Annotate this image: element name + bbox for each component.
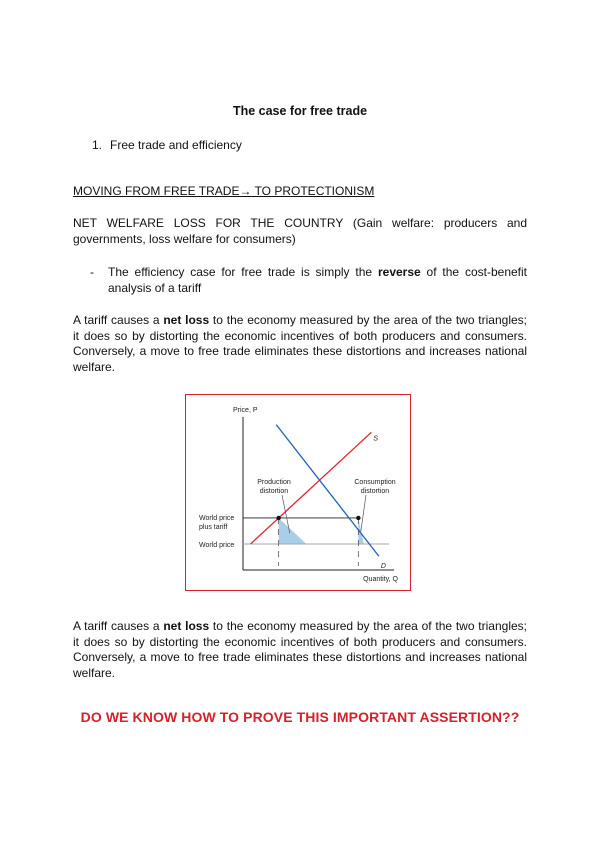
- section-heading: MOVING FROM FREE TRADE→ TO PROTECTIONISM: [73, 184, 375, 198]
- y-axis-label: Price, P: [233, 407, 258, 414]
- pointer-consumption: [361, 495, 366, 532]
- label-curve-s: S: [373, 435, 379, 443]
- tariff-text-after-2: to the economy measured by the area of the two triangles; it does so by distorting the economic incentives of both producers and consumers. Conversely, a move to free trade eliminates these distortions and increases national welfare.: [73, 619, 528, 680]
- tariff-figure: [185, 394, 411, 591]
- tariff-text-after: to the economy measured by the area of the two triangles; it does so by distorting the economic incentives of both producers and consumers. Conversely, a move to free trade eliminates these distortions and increases national welfare.: [73, 313, 528, 374]
- bullet-text-before: The efficiency case for free trade is simply the: [108, 265, 378, 279]
- bullet-text: [108, 265, 527, 296]
- net-welfare-paragraph: NET WELFARE LOSS FOR THE COUNTRY (Gain welfare: producers and governments, loss welfare for consumers): [73, 216, 527, 246]
- bullet-dash: -: [90, 265, 94, 279]
- intersection-dot-2: [356, 516, 360, 520]
- label-world-price: World price: [199, 541, 235, 549]
- bullet-item: [90, 265, 527, 296]
- list-item-text: Free trade and efficiency: [110, 138, 242, 152]
- tariff-paragraph: [73, 313, 527, 375]
- list-number: 1.: [92, 138, 103, 152]
- question-heading: DO WE KNOW HOW TO PROVE THIS IMPORTANT ASSERTION??: [80, 709, 520, 725]
- label-production-distortion: Production distortion: [257, 479, 291, 495]
- x-axis-label: Quantity, Q: [363, 576, 398, 583]
- intersection-dot-1: [276, 516, 280, 520]
- distortion-triangle-1: [279, 518, 307, 544]
- label-world-price-plus-tariff: World price plus tariff: [199, 514, 235, 531]
- bullet-bold: reverse: [377, 265, 421, 279]
- tariff-text-before: A tariff causes a: [73, 313, 164, 327]
- tariff-bold: net loss: [163, 313, 210, 327]
- numbered-list-item: [92, 138, 242, 152]
- tariff-bold-2: net loss: [163, 619, 210, 633]
- label-consumption-distortion: Consumption distortion: [354, 479, 396, 495]
- tariff-paragraph-repeat: [73, 619, 527, 681]
- page-title: The case for free trade: [232, 104, 368, 118]
- tariff-text-before-2: A tariff causes a: [73, 619, 164, 633]
- tariff-chart: [186, 395, 410, 590]
- bullet-text-after: of the cost-benefit analysis of a tariff: [108, 265, 527, 295]
- label-curve-d: D: [380, 563, 386, 571]
